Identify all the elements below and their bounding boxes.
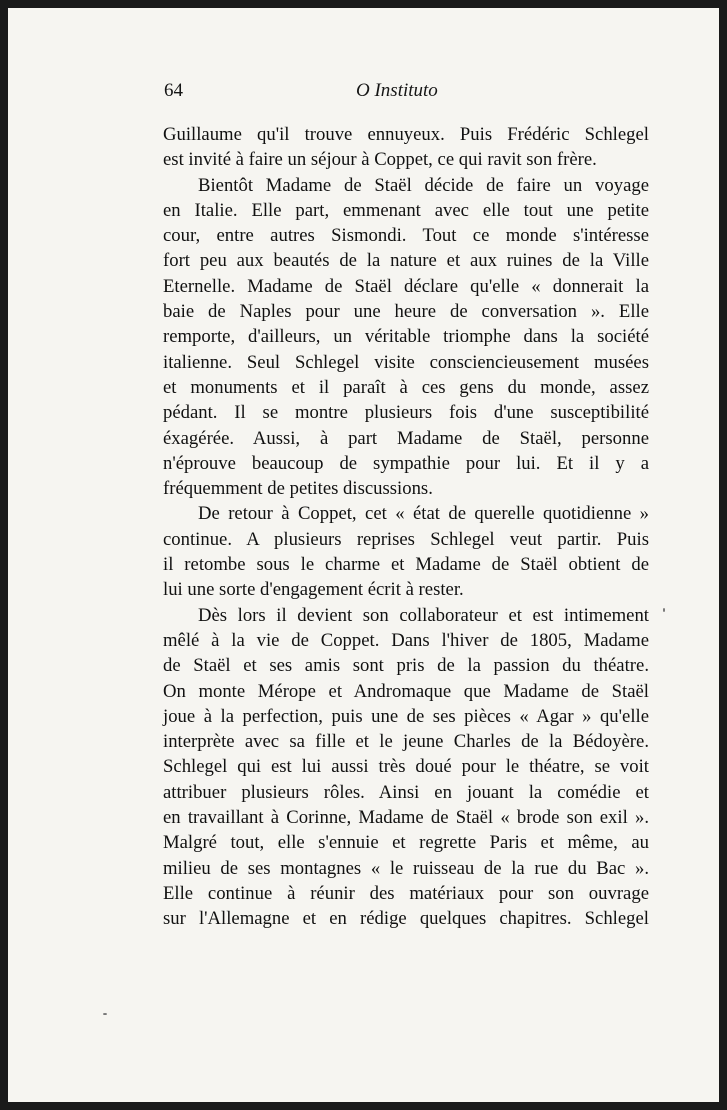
text-line: milieu de ses montagnes « le ruisseau de la rue du Bac ».: [163, 857, 649, 879]
text-line: On monte Mérope et Andromaque que Madame de Staël: [163, 680, 649, 702]
text-line: baie de Naples pour une heure de conversation ». Elle: [163, 301, 649, 323]
page-header: [164, 80, 588, 106]
text-line: lui une sorte d'engagement écrit à rester.: [163, 579, 464, 601]
body-text: [163, 122, 649, 932]
text-line: mêlé à la vie de Coppet. Dans l'hiver de 1805, Madame: [163, 629, 649, 651]
text-line: est invité à faire un séjour à Coppet, ce qui ravit son frère.: [163, 149, 597, 171]
paper-speck: [663, 608, 665, 612]
text-line: Elle continue à réunir des matériaux pour son ouvrage: [163, 882, 649, 904]
text-line: interprète avec sa fille et le jeune Charles de la Bédoyère.: [163, 731, 649, 753]
text-line: il retombe sous le charme et Madame de Staël obtient de: [163, 554, 649, 576]
text-line: n'éprouve beaucoup de sympathie pour lui. Et il y a: [163, 452, 649, 474]
text-line: Guillaume qu'il trouve ennuyeux. Puis Frédéric Schlegel: [163, 124, 649, 145]
text-line: Malgré tout, elle s'ennuie et regrette Paris et même, au: [163, 832, 649, 854]
running-title: O Instituto: [356, 80, 438, 101]
page-number: 64: [164, 80, 183, 101]
text-line: joue à la perfection, puis une de ses pièces « Agar » qu'elle: [163, 705, 649, 727]
text-line: italienne. Seul Schlegel visite consciencieusement musées: [163, 351, 649, 373]
text-line: De retour à Coppet, cet « état de querelle quotidienne »: [198, 503, 649, 525]
text-line: remporte, d'ailleurs, un véritable triomphe dans la société: [163, 326, 649, 348]
text-line: cour, entre autres Sismondi. Tout ce monde s'intéresse: [163, 225, 649, 247]
text-line: pédant. Il se montre plusieurs fois d'une susceptibilité: [163, 402, 649, 424]
book-page: [8, 8, 719, 1102]
text-line: éxagérée. Aussi, à part Madame de Staël, personne: [163, 427, 649, 449]
text-line: Schlegel qui est lui aussi très doué pour le théatre, se voit: [163, 756, 649, 778]
text-line: Dès lors il devient son collaborateur et est intimement: [198, 604, 649, 626]
text-line: fréquemment de petites discussions.: [163, 478, 433, 500]
text-line: continue. A plusieurs reprises Schlegel veut partir. Puis: [163, 528, 649, 550]
text-line: fort peu aux beautés de la nature et aux ruines de la Ville: [163, 250, 649, 272]
text-line: sur l'Allemagne et en rédige quelques chapitres. Schlegel: [163, 908, 649, 930]
text-line: et monuments et il paraît à ces gens du monde, assez: [163, 376, 649, 398]
text-line: en travaillant à Corinne, Madame de Staël « brode son exil ».: [163, 807, 649, 829]
text-line: de Staël et ses amis sont pris de la passion du théatre.: [163, 655, 649, 677]
text-line: Bientôt Madame de Staël décide de faire un voyage: [198, 174, 649, 196]
text-line: Eternelle. Madame de Staël déclare qu'elle « donnerait la: [163, 275, 649, 297]
text-line: en Italie. Elle part, emmenant avec elle tout une petite: [163, 199, 649, 221]
text-line: attribuer plusieurs rôles. Ainsi en jouant la comédie et: [163, 781, 649, 803]
paper-speck: [103, 1013, 107, 1015]
